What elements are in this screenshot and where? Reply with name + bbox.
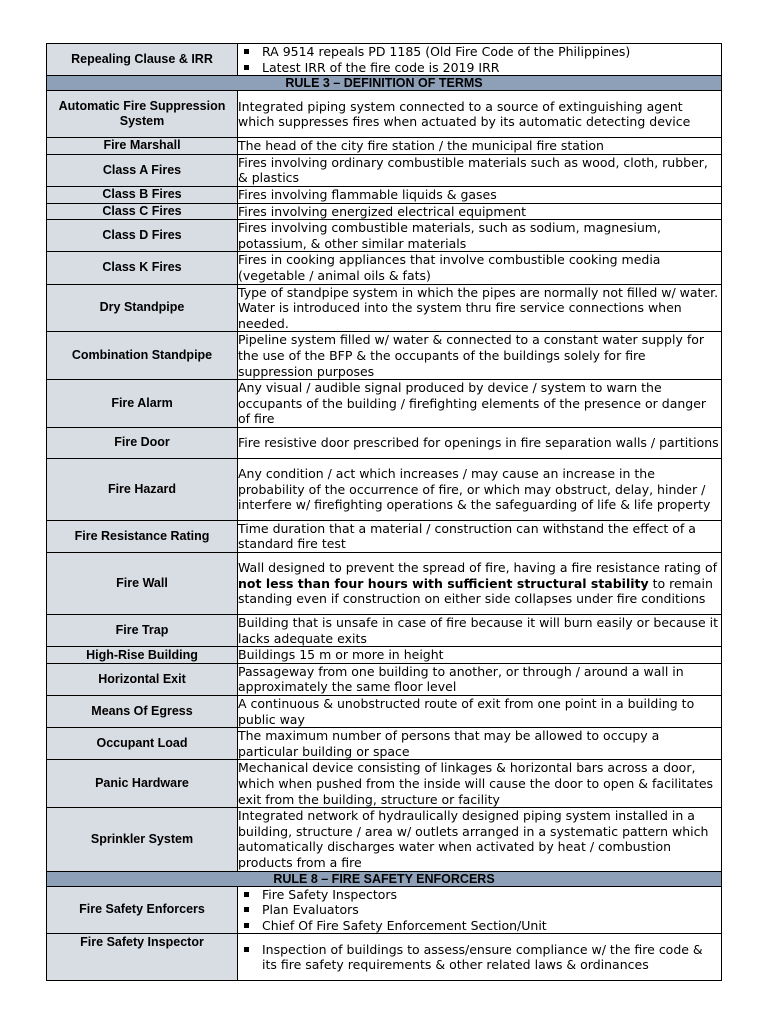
- term-cell: Dry Standpipe: [47, 284, 238, 332]
- bullet-text: Fire Safety Inspectors: [262, 886, 398, 902]
- definition-cell: A continuous & unobstructed route of exit from one point in a building to public way: [238, 696, 722, 728]
- table-row: [47, 886, 722, 934]
- definition-cell: Any condition / act which increases / may cause an increase in the probability of the occurrence of fire, or which may obstruct, delay, hinder / interfere w/ firefighting operations & the safeguarding of life & life property: [238, 458, 722, 520]
- definition-cell: The maximum number of persons that may be allowed to occupy a particular building or space: [238, 728, 722, 760]
- bullet-list: [238, 44, 721, 75]
- table-row: [47, 220, 722, 252]
- definition-cell: [238, 553, 722, 615]
- table-row: [47, 553, 722, 615]
- table-row: [47, 203, 722, 220]
- square-bullet-icon: [244, 923, 249, 928]
- list-item: [238, 887, 721, 903]
- term-cell: Repealing Clause & IRR: [47, 44, 238, 76]
- definition-text: Wall designed to prevent the spread of fire, having a fire resistance rating of: [238, 560, 717, 576]
- definition-cell: [238, 886, 722, 934]
- term-cell: Occupant Load: [47, 728, 238, 760]
- section-header-row: [47, 871, 722, 886]
- term-cell: Automatic Fire Suppression System: [47, 91, 238, 138]
- list-item: [238, 44, 721, 60]
- bullet-list: [238, 887, 721, 934]
- table-row: [47, 663, 722, 695]
- bullet-text: Chief Of Fire Safety Enforcement Section/Unit: [262, 917, 547, 933]
- section-title: RULE 3 – DEFINITION OF TERMS: [47, 76, 722, 91]
- definition-cell: Type of standpipe system in which the pipes are normally not filled w/ water. Water is introduced into the system thru fire service connections when needed.: [238, 284, 722, 332]
- term-cell: High-Rise Building: [47, 647, 238, 664]
- definition-cell: Any visual / audible signal produced by device / system to warn the occupants of the building / firefighting elements of the presence or danger of fire: [238, 380, 722, 428]
- definition-cell: Buildings 15 m or more in height: [238, 647, 722, 664]
- list-item: [238, 902, 721, 918]
- table-row: [47, 186, 722, 203]
- table-row: [47, 615, 722, 647]
- bullet-text: RA 9514 repeals PD 1185 (Old Fire Code of the Philippines): [262, 44, 631, 59]
- definition-cell: Mechanical device consisting of linkages & horizontal bars across a door, which when pushed from the inside will cause the door to open & facilitates exit from the building, structure or facility: [238, 760, 722, 808]
- term-cell: Fire Alarm: [47, 380, 238, 428]
- definition-cell: Integrated piping system connected to a source of extinguishing agent which suppresses fires when actuated by its automatic detecting device: [238, 91, 722, 138]
- bullet-list: [238, 942, 721, 973]
- square-bullet-icon: [244, 907, 249, 912]
- table-row: [47, 252, 722, 284]
- emphasis-text: not less than four hours with sufficient structural stability: [238, 575, 649, 591]
- term-cell: Fire Wall: [47, 553, 238, 615]
- table-row: [47, 427, 722, 458]
- table-row: [47, 696, 722, 728]
- square-bullet-icon: [244, 65, 249, 70]
- term-cell: Class A Fires: [47, 154, 238, 186]
- definition-cell: Fire resistive door prescribed for openings in fire separation walls / partitions: [238, 427, 722, 458]
- definition-cell: Fires involving combustible materials, such as sodium, magnesium, potassium, & other similar materials: [238, 220, 722, 252]
- term-cell: Fire Door: [47, 427, 238, 458]
- table-row: [47, 154, 722, 186]
- term-cell: Fire Resistance Rating: [47, 520, 238, 552]
- table-row: [47, 760, 722, 808]
- list-item: [238, 918, 721, 934]
- table-row: [47, 138, 722, 155]
- definition-cell: Fires involving flammable liquids & gases: [238, 186, 722, 203]
- definition-cell: Fires involving ordinary combustible materials such as wood, cloth, rubber, & plastics: [238, 154, 722, 186]
- bullet-text: Inspection of buildings to assess/ensure compliance w/ the fire code & its fire safety requirements & other related laws & ordinances: [262, 941, 703, 973]
- definition-cell: [238, 44, 722, 76]
- term-cell: Fire Trap: [47, 615, 238, 647]
- term-cell: Class C Fires: [47, 203, 238, 220]
- table-row: [47, 808, 722, 871]
- term-cell: Horizontal Exit: [47, 663, 238, 695]
- list-item: [238, 60, 721, 76]
- term-cell: Fire Safety Inspector: [47, 934, 238, 981]
- term-cell: Class K Fires: [47, 252, 238, 284]
- term-cell: Combination Standpipe: [47, 332, 238, 380]
- term-cell: Class B Fires: [47, 186, 238, 203]
- term-cell: Panic Hardware: [47, 760, 238, 808]
- definition-cell: Pipeline system filled w/ water & connected to a constant water supply for the use of the BFP & the occupants of the buildings solely for fire suppression purposes: [238, 332, 722, 380]
- term-cell: Fire Safety Enforcers: [47, 886, 238, 934]
- term-cell: Fire Marshall: [47, 138, 238, 155]
- definition-cell: [238, 934, 722, 981]
- square-bullet-icon: [244, 892, 249, 897]
- term-cell: Class D Fires: [47, 220, 238, 252]
- bullet-text: Plan Evaluators: [262, 902, 359, 918]
- definition-cell: Time duration that a material / construction can withstand the effect of a standard fire test: [238, 520, 722, 552]
- table-row: [47, 520, 722, 552]
- table-row: [47, 91, 722, 138]
- list-item: [238, 942, 721, 973]
- definition-cell: Fires in cooking appliances that involve combustible cooking media (vegetable / animal oils & fats): [238, 252, 722, 284]
- section-title: RULE 8 – FIRE SAFETY ENFORCERS: [47, 871, 722, 886]
- term-cell: Fire Hazard: [47, 458, 238, 520]
- section-header-row: [47, 76, 722, 91]
- bullet-text: Latest IRR of the fire code is 2019 IRR: [262, 59, 500, 75]
- definition-cell: Integrated network of hydraulically designed piping system installed in a building, structure / area w/ outlets arranged in a systematic pattern which automatically discharges water when activated by heat / combustion products from a fire: [238, 808, 722, 871]
- fire-code-reviewer-table: [46, 43, 722, 981]
- table-row: [47, 647, 722, 664]
- table-row: [47, 728, 722, 760]
- term-cell: Sprinkler System: [47, 808, 238, 871]
- table-row: [47, 44, 722, 76]
- definition-text: to remain standing even if construction on either side collapses under fire conditions: [238, 575, 713, 607]
- definition-cell: The head of the city fire station / the municipal fire station: [238, 138, 722, 155]
- definition-cell: Fires involving energized electrical equipment: [238, 203, 722, 220]
- table-row: [47, 332, 722, 380]
- definition-cell: Passageway from one building to another, or through / around a wall in approximately the same floor level: [238, 663, 722, 695]
- table-row: [47, 380, 722, 428]
- definition-cell: Building that is unsafe in case of fire because it will burn easily or because it lacks adequate exits: [238, 615, 722, 647]
- square-bullet-icon: [244, 947, 249, 952]
- table-row: [47, 284, 722, 332]
- table-row: [47, 934, 722, 981]
- table-row: [47, 458, 722, 520]
- term-cell: Means Of Egress: [47, 696, 238, 728]
- square-bullet-icon: [244, 49, 249, 54]
